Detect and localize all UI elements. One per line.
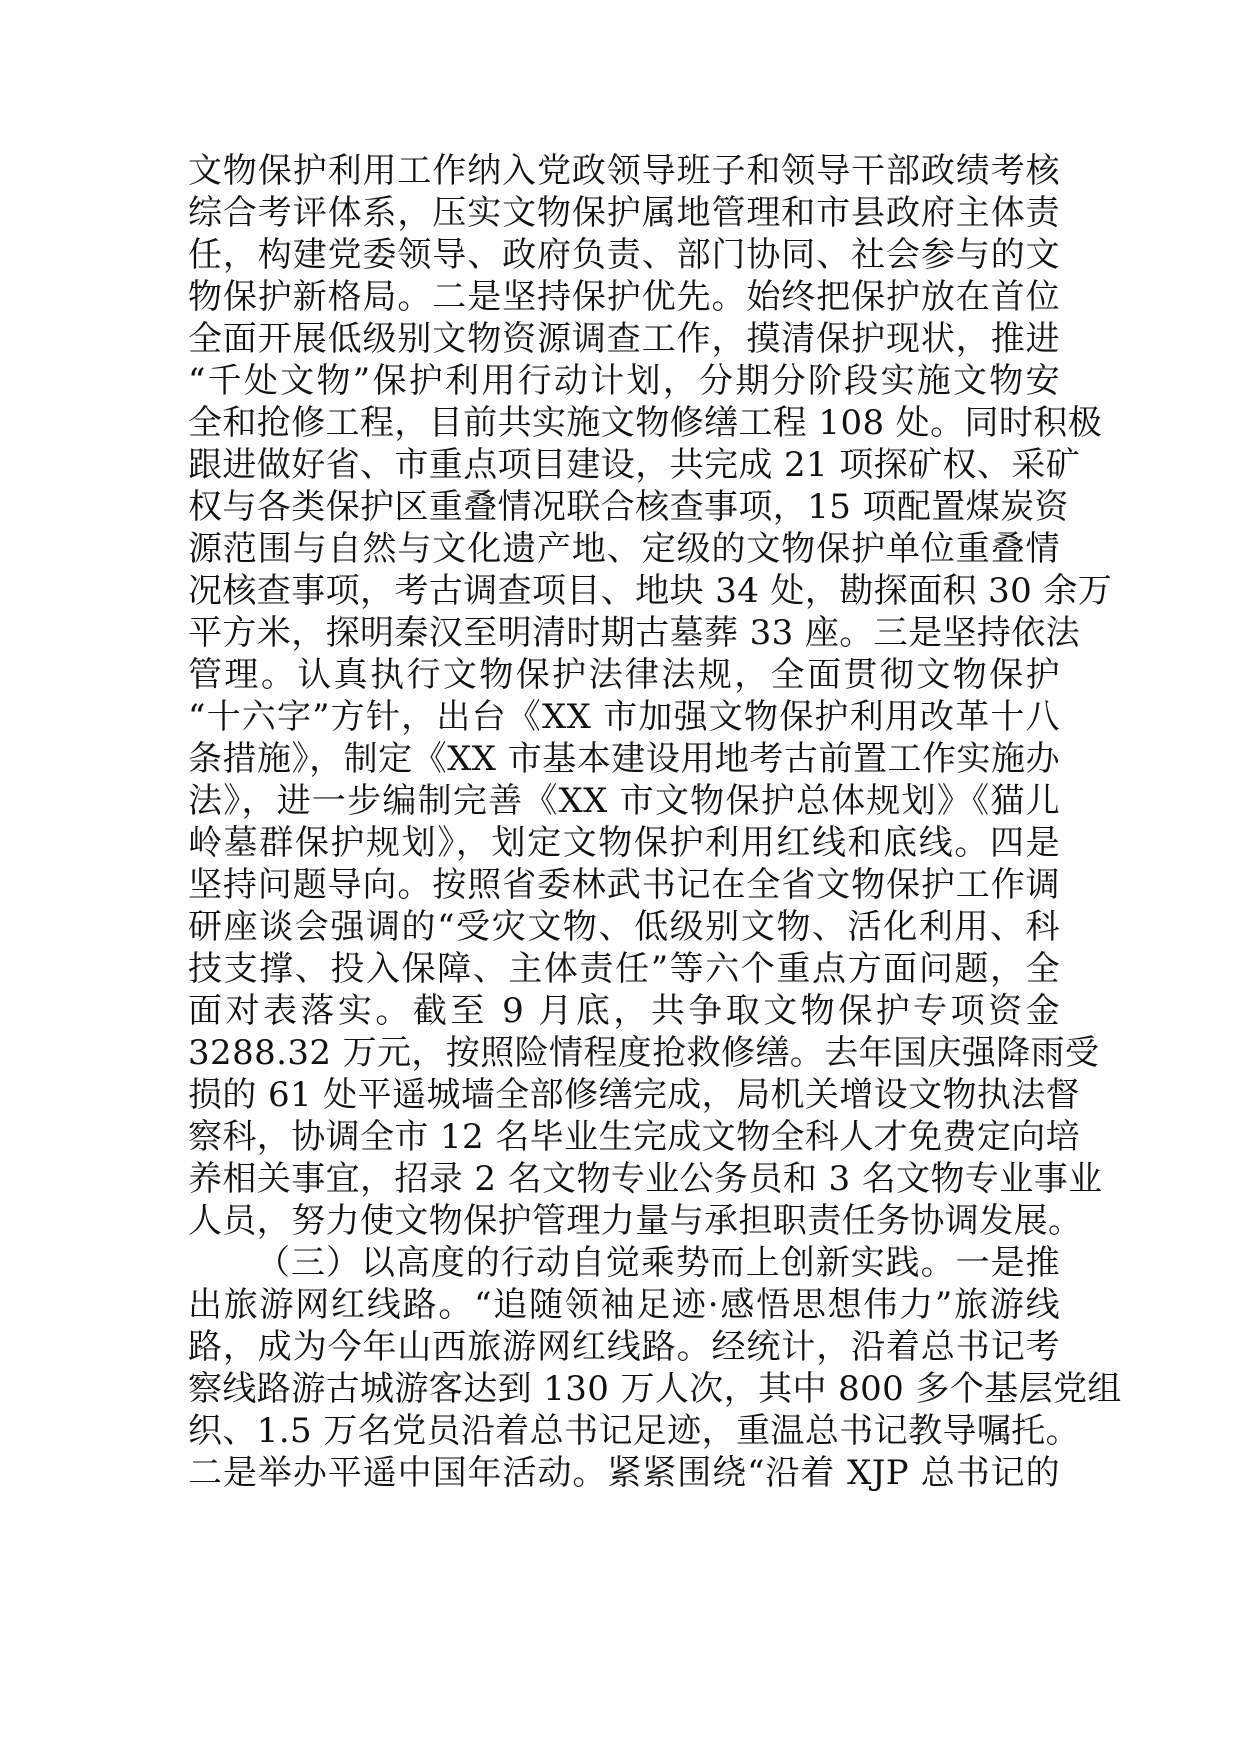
text-line: 跟进做好省、市重点项目建设，共完成 21 项探矿权、采矿 (188, 445, 1081, 485)
text-line: “千处文物”保护利用行动计划，分期分阶段实施文物安 (188, 361, 1060, 401)
text-line: 文物保护利用工作纳入党政领导班子和领导干部政绩考核 (188, 151, 1060, 191)
text-line: 技支撑、投入保障、主体责任”等六个重点方面问题，全 (188, 949, 1060, 989)
text-line: 察线路游古城游客达到 130 万人次，其中 800 多个基层党组 (188, 1369, 1122, 1409)
text-line: 面对表落实。截至 9 月底，共争取文物保护专项资金 (188, 991, 1060, 1031)
text-line: 3288.32 万元，按照险情程度抢救修缮。去年国庆强降雨受 (188, 1033, 1100, 1073)
text-line: 物保护新格局。二是坚持保护优先。始终把保护放在首位 (188, 277, 1060, 317)
text-line: 岭墓群保护规划》，划定文物保护利用红线和底线。四是 (188, 823, 1060, 863)
text-line: 法》，进一步编制完善《XX 市文物保护总体规划》《猫儿 (188, 781, 1060, 821)
text-line: 平方米，探明秦汉至明清时期古墓葬 33 座。三是坚持依法 (188, 613, 1081, 653)
text-line: 路，成为今年山西旅游网红线路。经统计，沿着总书记考 (188, 1327, 1060, 1367)
text-line: 养相关事宜，招录 2 名文物专业公务员和 3 名文物专业事业 (188, 1159, 1103, 1199)
text-line: 条措施》，制定《XX 市基本建设用地考古前置工作实施办 (188, 739, 1060, 779)
text-line: 损的 61 处平遥城墙全部修缮完成，局机关增设文物执法督 (188, 1075, 1081, 1115)
text-line: 况核查事项，考古调查项目、地块 34 处，勘探面积 30 余万 (188, 571, 1113, 611)
text-line: 管理。认真执行文物保护法律法规，全面贯彻文物保护 (188, 655, 1060, 695)
paragraph-start-line: （三）以高度的行动自觉乘势而上创新实践。一是推 (256, 1243, 1060, 1283)
text-line: 出旅游网红线路。“追随领袖足迹·感悟思想伟力”旅游线 (188, 1285, 1060, 1325)
text-line: 综合考评体系，压实文物保护属地管理和市县政府主体责 (188, 193, 1060, 233)
text-line: 全和抢修工程，目前共实施文物修缮工程 108 处。同时积极 (188, 403, 1103, 443)
text-line: 织、1.5 万名党员沿着总书记足迹，重温总书记教导嘱托。 (188, 1411, 1081, 1451)
text-line: 二是举办平遥中国年活动。紧紧围绕“沿着 XJP 总书记的 (188, 1453, 1060, 1493)
text-line: 察科，协调全市 12 名毕业生完成文物全科人才免费定向培 (188, 1117, 1081, 1157)
text-line: 任，构建党委领导、政府负责、部门协同、社会参与的文 (188, 235, 1060, 275)
text-line: 人员，努力使文物保护管理力量与承担职责任务协调发展。 (188, 1201, 1083, 1241)
text-line: “十六字”方针，出台《XX 市加强文物保护利用改革十八 (188, 697, 1060, 737)
text-line: 全面开展低级别文物资源调查工作，摸清保护现状，推进 (188, 319, 1060, 359)
text-line: 源范围与自然与文化遗产地、定级的文物保护单位重叠情 (188, 529, 1060, 569)
text-line: 权与各类保护区重叠情况联合核查事项，15 项配置煤炭资 (188, 487, 1069, 527)
text-line: 坚持问题导向。按照省委林武书记在全省文物保护工作调 (188, 865, 1060, 905)
text-line: 研座谈会强调的“受灾文物、低级别文物、活化利用、科 (188, 907, 1060, 947)
body-text (188, 150, 1122, 1494)
